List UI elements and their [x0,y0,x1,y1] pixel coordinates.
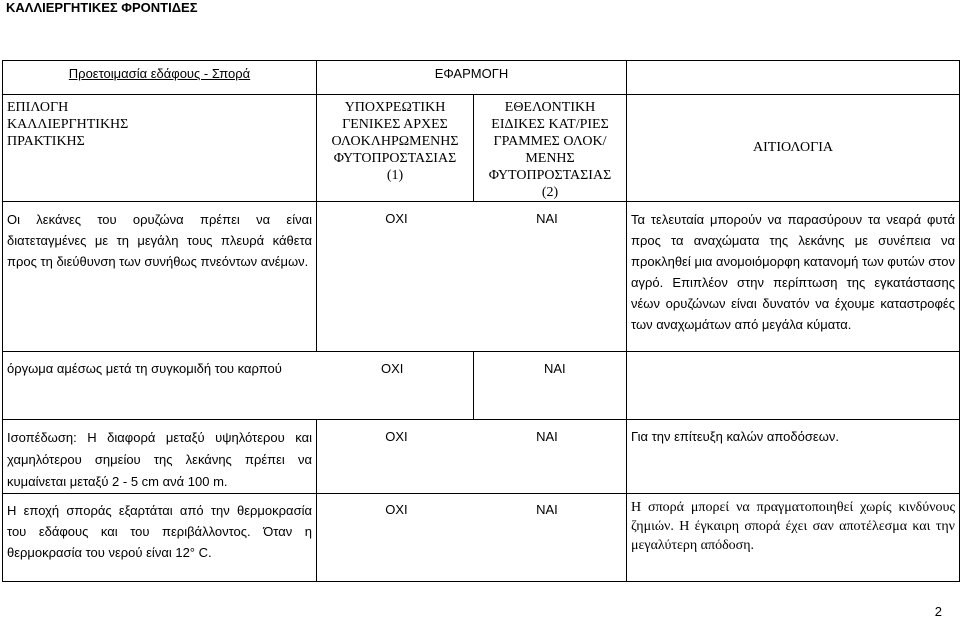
justification-cell: Η σπορά μπορεί να πραγματοποιηθεί χωρίς κινδύνους ζημιών. Η έγκαιρη σπορά έχει σαν αποτέλεσμα και την μεγαλύτερη απόδοση. [627,494,960,582]
process-header-label: Προετοιμασία εδάφους - Σπορά [68,66,251,81]
justification-cell: Τα τελευταία μπορούν να παρασύρουν τα νεαρά φυτά προς τα αναχώματα της λεκάνης με συνέπεια να προκληθεί μια ανομοιόμορφη κατανομή των φυτών στον αγρό. Επιπλέον στην περίπτωση της εγκατάστασης νέων ορυζώνων είναι δυνατόν να έχουμε καταστροφές των αναχωμάτων από μεγάλα κύματα. [627,202,960,352]
mandatory-value: ΟΧΙ [381,361,404,376]
table-row [3,494,960,582]
justification-cell: Για την επίτευξη καλών αποδόσεων. [627,420,960,494]
col-justification-header: ΑΙΤΙΟΛΟΓΙΑ [627,95,960,202]
practice-text: όργωμα αμέσως μετά τη συγκομιδή του καρπού [7,361,282,376]
application-cell [317,202,627,352]
col-voluntary-header [474,95,627,202]
application-cell [317,494,627,582]
voluntary-value: ΝΑΙ [544,361,566,376]
justification-cell [627,352,960,420]
table-row [3,352,960,420]
practice-cell [3,352,474,420]
mandatory-value: ΟΧΙ [385,502,408,517]
table-row [3,420,960,494]
voluntary-value: ΝΑΙ [536,429,558,444]
practice-cell: Ισοπέδωση: Η διαφορά μεταξύ υψηλότερου και χαμηλότερου σημείου της λεκάνης πρέπει να κυμαίνεται μεταξύ 2 - 5 cm ανά 100 m. [3,420,317,494]
voluntary-cell [474,352,627,420]
mandatory-value: ΟΧΙ [385,211,408,226]
voluntary-value: ΝΑΙ [536,502,558,517]
col-voluntary-header-label: ΕΘΕΛΟΝΤΙΚΗ ΕΙΔΙΚΕΣ ΚΑΤ/ΡΙΕΣ ΓΡΑΜΜΕΣ ΟΛΟΚ/ΜΕΝΗΣ ΦΥΤΟΠΡΟΣΤΑΣΙΑΣ (2) [488,100,612,200]
col-practice-header-label: ΕΠΙΛΟΓΗ ΚΑΛΛΙΕΡΓΗΤΙΚΗΣ ΠΡΑΚΤΙΚΗΣ [7,100,129,149]
col-practice-header [3,95,317,202]
practice-cell: Οι λεκάνες του ορυζώνα πρέπει να είναι διατεταγμένες με τη μεγάλη τους πλευρά κάθετα προς τη διεύθυνση των συνήθως πνεόντων ανέμων. [3,202,317,352]
practice-cell: Η εποχή σποράς εξαρτάται από την θερμοκρασία του εδάφους και του περιβάλλοντος. Όταν η θερμοκρασία του νερού είναι 12° C. [3,494,317,582]
document-title: ΚΑΛΛΙΕΡΓΗΤΙΚΕΣ ΦΡΟΝΤΙΔΕΣ [6,0,198,15]
page-number: 2 [934,604,942,619]
practices-table [2,60,960,582]
header-blank-cell [627,61,960,95]
application-header: ΕΦΑΡΜΟΓΗ [317,61,627,95]
col-mandatory-header-label: ΥΠΟΧΡΕΩΤΙΚΗ ΓΕΝΙΚΕΣ ΑΡΧΕΣ ΟΛΟΚΛΗΡΩΜΕΝΗΣ ΦΥΤΟΠΡΟΣΤΑΣΙΑΣ (1) [331,100,459,183]
header-row-top [3,61,960,95]
voluntary-value: ΝΑΙ [536,211,558,226]
table-row [3,202,960,352]
application-cell [317,420,627,494]
process-header [3,61,317,95]
mandatory-value: ΟΧΙ [385,429,408,444]
header-row-columns [3,95,960,202]
col-mandatory-header [317,95,474,202]
